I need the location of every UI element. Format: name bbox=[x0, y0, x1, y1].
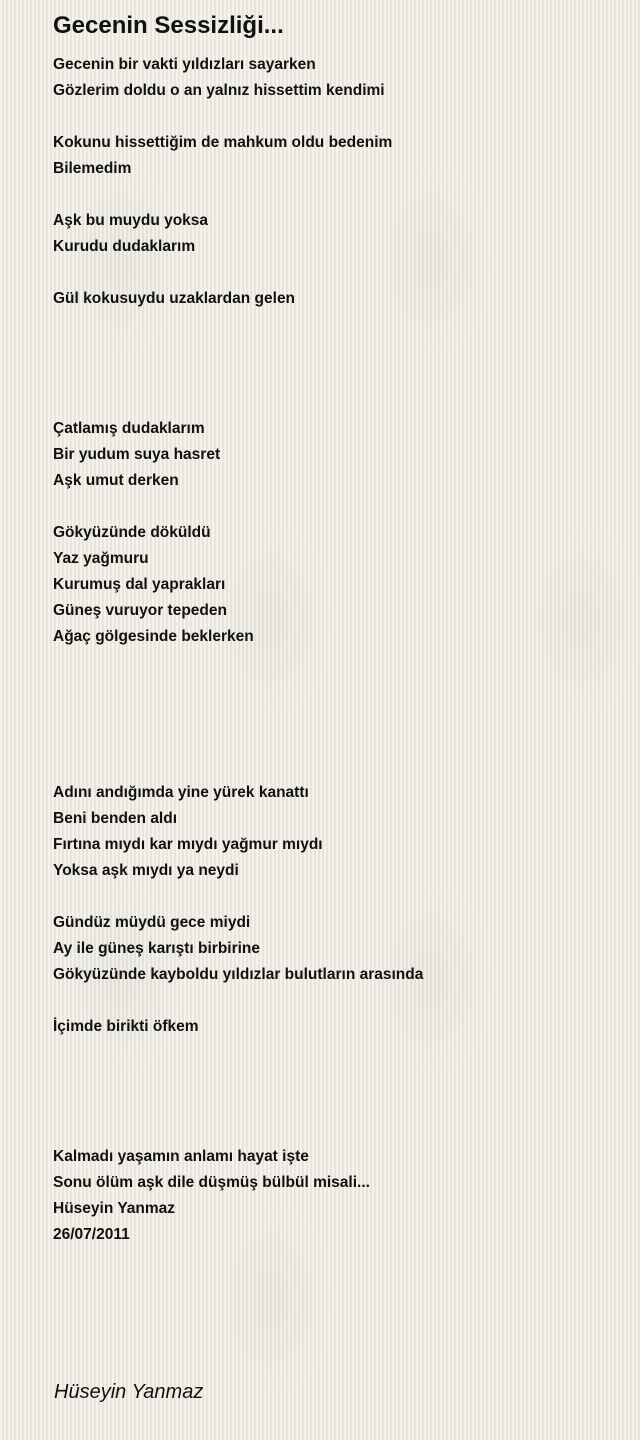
poem-blank-line bbox=[53, 494, 613, 520]
poem-blank-line bbox=[53, 702, 613, 728]
poem-blank-line bbox=[53, 884, 613, 910]
poem-blank-line bbox=[53, 754, 613, 780]
poem-blank-line bbox=[53, 676, 613, 702]
poem-blank-line bbox=[53, 338, 613, 364]
poem-line: Yaz yağmuru bbox=[53, 550, 149, 567]
poem-line: Adını andığımda yine yürek kanattı bbox=[53, 784, 309, 801]
poem-line: Kalmadı yaşamın anlamı hayat işte bbox=[53, 1148, 309, 1165]
poem-title: Gecenin Sessizliği... bbox=[53, 12, 284, 39]
poem-line: Bir yudum suya hasret bbox=[53, 446, 221, 463]
poem-blank-line bbox=[53, 988, 613, 1014]
poem-line: Kurumuş dal yaprakları bbox=[53, 576, 226, 593]
poem-line: 26/07/2011 bbox=[53, 1226, 130, 1243]
poem-blank-line bbox=[53, 1040, 613, 1066]
author-signature: Hüseyin Yanmaz bbox=[54, 1381, 204, 1403]
poem-blank-line bbox=[53, 104, 613, 130]
poem-line: Sonu ölüm aşk dile düşmüş bülbül misali... bbox=[53, 1174, 370, 1191]
poem-line: Yoksa aşk mıydı ya neydi bbox=[53, 862, 239, 879]
poem-line: Gökyüzünde kayboldu yıldızlar bulutların arasında bbox=[53, 966, 424, 983]
poem-line: Kurudu dudaklarım bbox=[53, 238, 196, 255]
poem-blank-line bbox=[53, 728, 613, 754]
poem-line: Gözlerim doldu o an yalnız hissettim kendimi bbox=[53, 82, 385, 99]
poem-line: Aşk umut derken bbox=[53, 472, 179, 489]
poem-blank-line bbox=[53, 1066, 613, 1092]
poem-blank-line bbox=[53, 390, 613, 416]
poem-line: Gecenin bir vakti yıldızları sayarken bbox=[53, 56, 316, 73]
poem-line: Güneş vuruyor tepeden bbox=[53, 602, 227, 619]
poem-line: Kokunu hissettiğim de mahkum oldu bedenim bbox=[53, 134, 393, 151]
poem-line: Hüseyin Yanmaz bbox=[53, 1200, 176, 1217]
poem-blank-line bbox=[53, 1118, 613, 1144]
poem-body bbox=[53, 52, 613, 1248]
poem-line: Fırtına mıydı kar mıydı yağmur mıydı bbox=[53, 836, 323, 853]
poem-line: Gündüz müydü gece miydi bbox=[53, 914, 251, 931]
poem-line: Ağaç gölgesinde beklerken bbox=[53, 628, 254, 645]
poem-blank-line bbox=[53, 312, 613, 338]
poem-blank-line bbox=[53, 260, 613, 286]
poem-line: Gül kokusuydu uzaklardan gelen bbox=[53, 290, 296, 307]
poem-line: Ay ile güneş karıştı birbirine bbox=[53, 940, 261, 957]
poem-line: Aşk bu muydu yoksa bbox=[53, 212, 209, 229]
poem-line: Çatlamış dudaklarım bbox=[53, 420, 205, 437]
poem-line: Gökyüzünde döküldü bbox=[53, 524, 211, 541]
poem-line: Beni benden aldı bbox=[53, 810, 178, 827]
poem-blank-line bbox=[53, 1092, 613, 1118]
poem-line: Bilemedim bbox=[53, 160, 132, 177]
poem-blank-line bbox=[53, 182, 613, 208]
poem-blank-line bbox=[53, 364, 613, 390]
poem-blank-line bbox=[53, 650, 613, 676]
poem-line: İçimde birikti öfkem bbox=[53, 1018, 199, 1035]
